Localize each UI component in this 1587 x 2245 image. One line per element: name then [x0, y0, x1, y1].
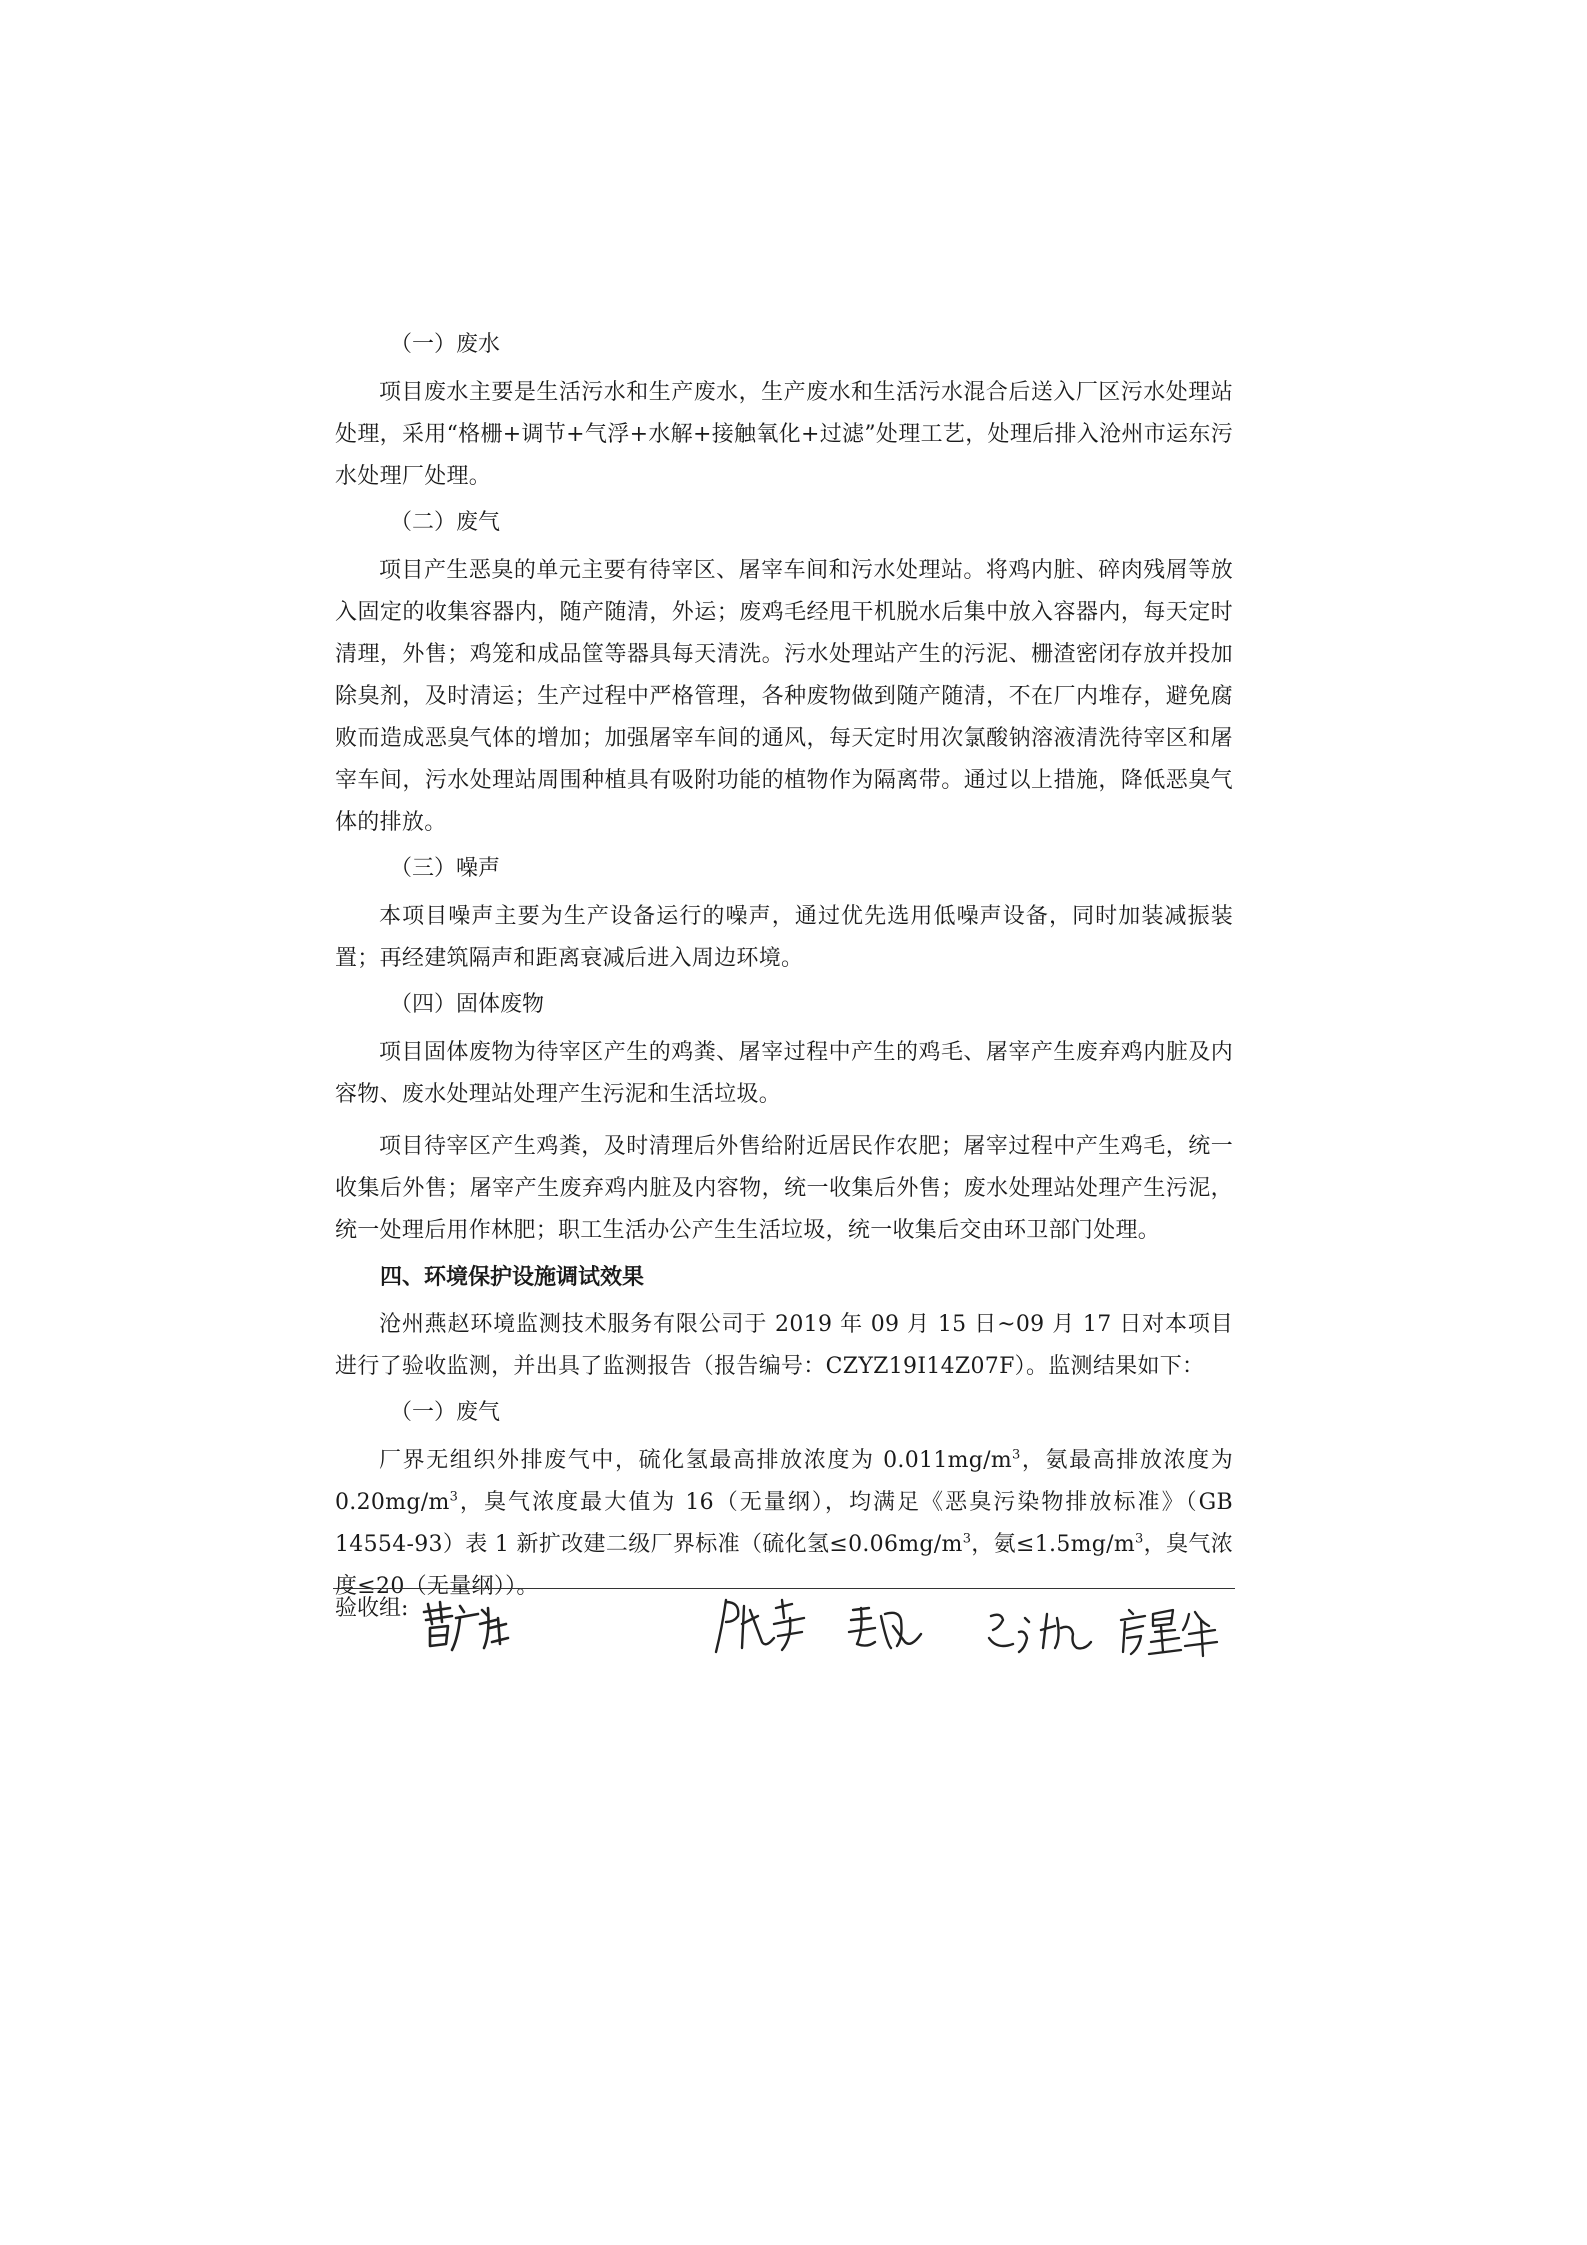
waste-gas-paragraph: 项目产生恶臭的单元主要有待宰区、屠宰车间和污水处理站。将鸡内脏、碎肉残屑等放入固定的收集容器内，随产随清，外运；废鸡毛经甩干机脱水后集中放入容器内，每天定时清理，外售；鸡笼和成品筐等器具每天清洗。污水处理站产生的污泥、栅渣密闭存放并投加除臭剂，及时清运；生产过程中严格管理，各种废物做到随产随清，不在厂内堆存，避免腐败而造成恶臭气体的增加；加强屠宰车间的通风，每天定时用次氯酸钠溶液清洗待宰区和屠宰车间，污水处理站周围种植具有吸附功能的植物作为隔离带。通过以上措施，降低恶臭气体的排放。	[335, 558, 1233, 835]
superscript-unit: 3	[1012, 1447, 1021, 1463]
superscript-unit: 3	[449, 1489, 459, 1505]
signature-1	[420, 1598, 510, 1658]
wastewater-paragraph: 项目废水主要是生活污水和生产废水，生产废水和生活污水混合后送入厂区污水处理站处理，采用“格栅+调节+气浮+水解+接触氧化+过滤”处理工艺，处理后排入沧州市运东污水处理厂处理。	[335, 380, 1233, 489]
result-text-4: ，氨≤1.5mg/m	[971, 1532, 1136, 1557]
signature-4	[985, 1608, 1095, 1658]
signature-divider	[333, 1588, 1235, 1589]
noise-heading: （三）噪声	[390, 856, 501, 881]
result-text-2: ，氨最高排放浓度为 0.20mg/m	[335, 1448, 1234, 1515]
result-text-1: 厂界无组织外排废气中，硫化氢最高排放浓度为 0.011mg/m	[379, 1448, 1013, 1473]
solid-waste-paragraph-2: 项目待宰区产生鸡粪，及时清理后外售给附近居民作农肥；屠宰过程中产生鸡毛，统一收集后外售；屠宰产生废弃鸡内脏及内容物，统一收集后外售；废水处理站处理产生污泥，统一处理后用作林肥；职工生活办公产生生活垃圾，统一收集后交由环卫部门处理。	[335, 1134, 1233, 1243]
document-body	[335, 330, 1233, 1618]
signature-5	[1115, 1604, 1221, 1660]
signature-2	[712, 1594, 812, 1660]
effects-paragraph: 沧州燕赵环境监测技术服务有限公司于 2019 年 09 月 15 日~09 月 17 日对本项目进行了验收监测，并出具了监测报告（报告编号：CZYZ19I14Z07F）。监测结果如下：	[335, 1312, 1233, 1379]
result-text-5: ，臭气浓度≤20（无量纲））。	[335, 1532, 1234, 1599]
waste-gas-heading: （二）废气	[390, 510, 501, 535]
superscript-unit: 3	[962, 1531, 972, 1547]
solid-waste-heading: （四）固体废物	[390, 992, 545, 1017]
effects-waste-gas-result	[335, 1440, 1233, 1608]
solid-waste-paragraph-1: 项目固体废物为待宰区产生的鸡粪、屠宰过程中产生的鸡毛、屠宰产生废弃鸡内脏及内容物、废水处理站处理产生污泥和生活垃圾。	[335, 1040, 1233, 1107]
signature-3	[845, 1604, 925, 1654]
noise-paragraph: 本项目噪声主要为生产设备运行的噪声，通过优先选用低噪声设备，同时加装减振装置；再经建筑隔声和距离衰减后进入周边环境。	[335, 904, 1233, 971]
effects-heading: 四、环境保护设施调试效果	[380, 1264, 645, 1290]
superscript-unit: 3	[1135, 1531, 1144, 1547]
result-text-3: ，臭气浓度最大值为 16（无量纲），均满足《恶臭污染物排放标准》（GB 14554-93）表 1 新扩改建二级厂界标准（硫化氢≤0.06mg/m	[335, 1490, 1233, 1557]
signature-label: 验收组:	[335, 1596, 409, 1621]
effects-waste-gas-heading: （一）废气	[390, 1400, 501, 1425]
wastewater-heading: （一）废水	[390, 332, 501, 357]
